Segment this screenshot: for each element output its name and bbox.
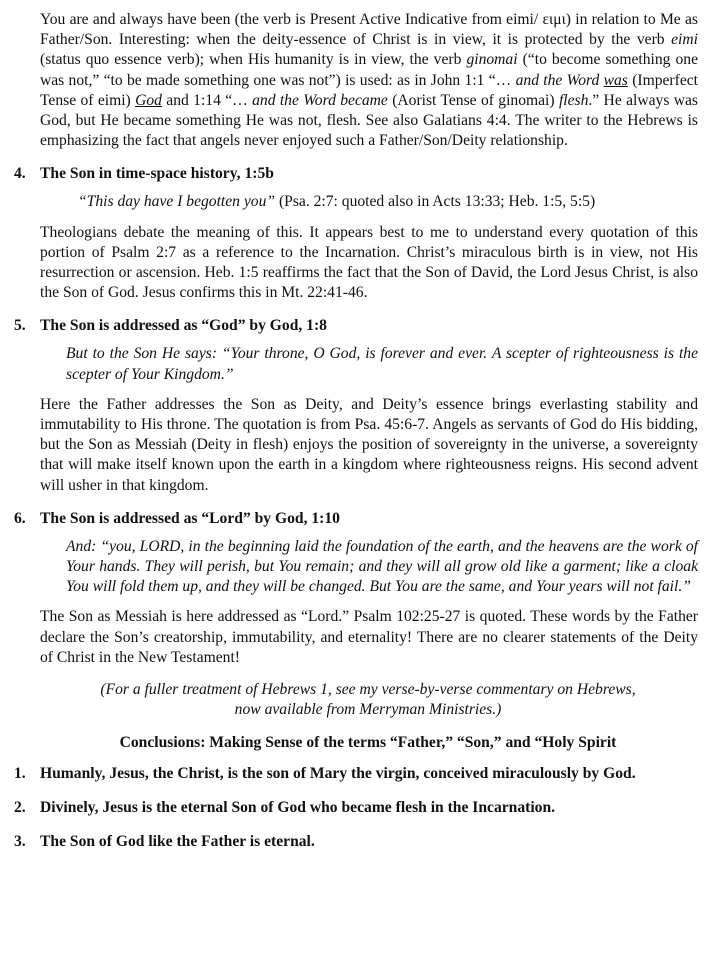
intro-text: ginomai	[466, 51, 518, 69]
intro-text: (Imperfect Tense of eimi)	[40, 71, 698, 109]
conclusion-number: 1.	[14, 765, 26, 783]
conclusions-title: Conclusions: Making Sense of the terms “Father,” “Son,” and “Holy Spirit	[119, 734, 617, 752]
scripture-quote: But to the Son He says: “Your throne, O God, is forever and ever. A scepter of righteousness is the scepter of Your Kingdom.”	[66, 345, 698, 383]
conclusion-number: 3.	[14, 833, 26, 851]
scripture-quote	[14, 192, 698, 212]
intro-text: and the Word became	[252, 91, 388, 109]
intro-text: (Aorist Tense of ginomai)	[387, 91, 559, 109]
commentary-note	[14, 680, 698, 720]
intro-text: .” He always was God, but He became something He was not, flesh. See also Galatians 4:4. The writer to the Hebrews is emphasizing the fact that angels never enjoyed such a Father/Son/Deity relationship.	[40, 91, 698, 150]
section-body: The Son as Messiah is here addressed as “Lord.” Psalm 102:25-27 is quoted. These words by the Father declare the Son’s creatorship, immutability, and eternality! There are no clearer statements of the Deity of Christ in the New Testament!	[40, 608, 698, 666]
conclusion-text: Divinely, Jesus is the eternal Son of God who became flesh in the Incarnation.	[40, 799, 556, 817]
section-body: Here the Father addresses the Son as Deity, and Deity’s essence brings everlasting stability and immutability to His throne. The quotation is from Psa. 45:6-7. Angels as servants of God do His bidding, but the Son as Messiah (Deity in flesh) enjoys the position of sovereignty in the universe, a sovereignty that will make itself known upon the earth in a kingdom where righteousness reigns. His second advent will usher in that kingdom.	[40, 395, 698, 494]
section-heading	[14, 509, 698, 529]
section-title: The Son is addressed as “God” by God, 1:8	[40, 317, 327, 335]
note-line: now available from Merryman Ministries.)	[234, 701, 502, 719]
section-heading	[14, 164, 698, 184]
section-number: 6.	[14, 509, 26, 527]
intro-text: eimi	[671, 31, 698, 49]
quote-reference: (Psa. 2:7: quoted also in Acts 13:33; Heb. 1:5, 5:5)	[275, 193, 596, 211]
conclusion-item	[14, 798, 698, 818]
scripture-quote: And: “you, LORD, in the beginning laid the foundation of the earth, and the heavens are the work of Your hands. They will perish, but You remain; and they will all grow old like a garment; like a cloak You will fold them up, and they will be changed. But You are the same, and Your years will not fail.”	[66, 537, 698, 596]
intro-text: (status quo essence verb); when His humanity is in view, the verb	[40, 51, 467, 69]
section-body: Theologians debate the meaning of this. It appears best to me to understand every quotation of this portion of Psalm 2:7 as a reference to the Incarnation. Christ’s miraculous birth is in view, not His resurrection or ascension. Heb. 1:5 reaffirms the fact that the Son of David, the Lord Jesus Christ, is also the Son of God. Jesus confirms this in Mt. 22:41-46.	[40, 223, 698, 302]
intro-text: (“to become something one was not,” “to be made something one was not”) is used: as in John 1:1 “…	[40, 51, 698, 89]
quote-text: “This day have I begotten you”	[78, 193, 276, 211]
note-line: (For a fuller treatment of Hebrews 1, see my verse-by-verse commentary on Hebrews,	[100, 681, 636, 699]
section-number: 5.	[14, 317, 26, 335]
intro-paragraph	[14, 10, 698, 151]
intro-text: was	[603, 71, 628, 89]
conclusion-item	[14, 832, 698, 852]
conclusion-item	[14, 764, 698, 784]
intro-text: flesh	[558, 91, 589, 109]
section-number: 4.	[14, 165, 26, 183]
section-heading	[14, 316, 698, 336]
conclusion-text: Humanly, Jesus, the Christ, is the son of Mary the virgin, conceived miraculously by God.	[40, 765, 636, 783]
section-title: The Son in time-space history, 1:5b	[40, 165, 274, 183]
intro-text: You are and always have been (the verb is Present Active Indicative from eimi/ ειμι) in relation to Me as Father/Son. Interesting: when the deity-essence of Christ is in view, it is protected by the verb	[40, 11, 698, 49]
conclusion-text: The Son of God like the Father is eternal.	[40, 833, 315, 851]
intro-text: and 1:14 “…	[161, 91, 253, 109]
intro-text: God	[135, 91, 162, 109]
intro-text: and the Word	[515, 71, 604, 89]
conclusion-number: 2.	[14, 799, 26, 817]
section-title: The Son is addressed as “Lord” by God, 1:10	[40, 509, 340, 527]
